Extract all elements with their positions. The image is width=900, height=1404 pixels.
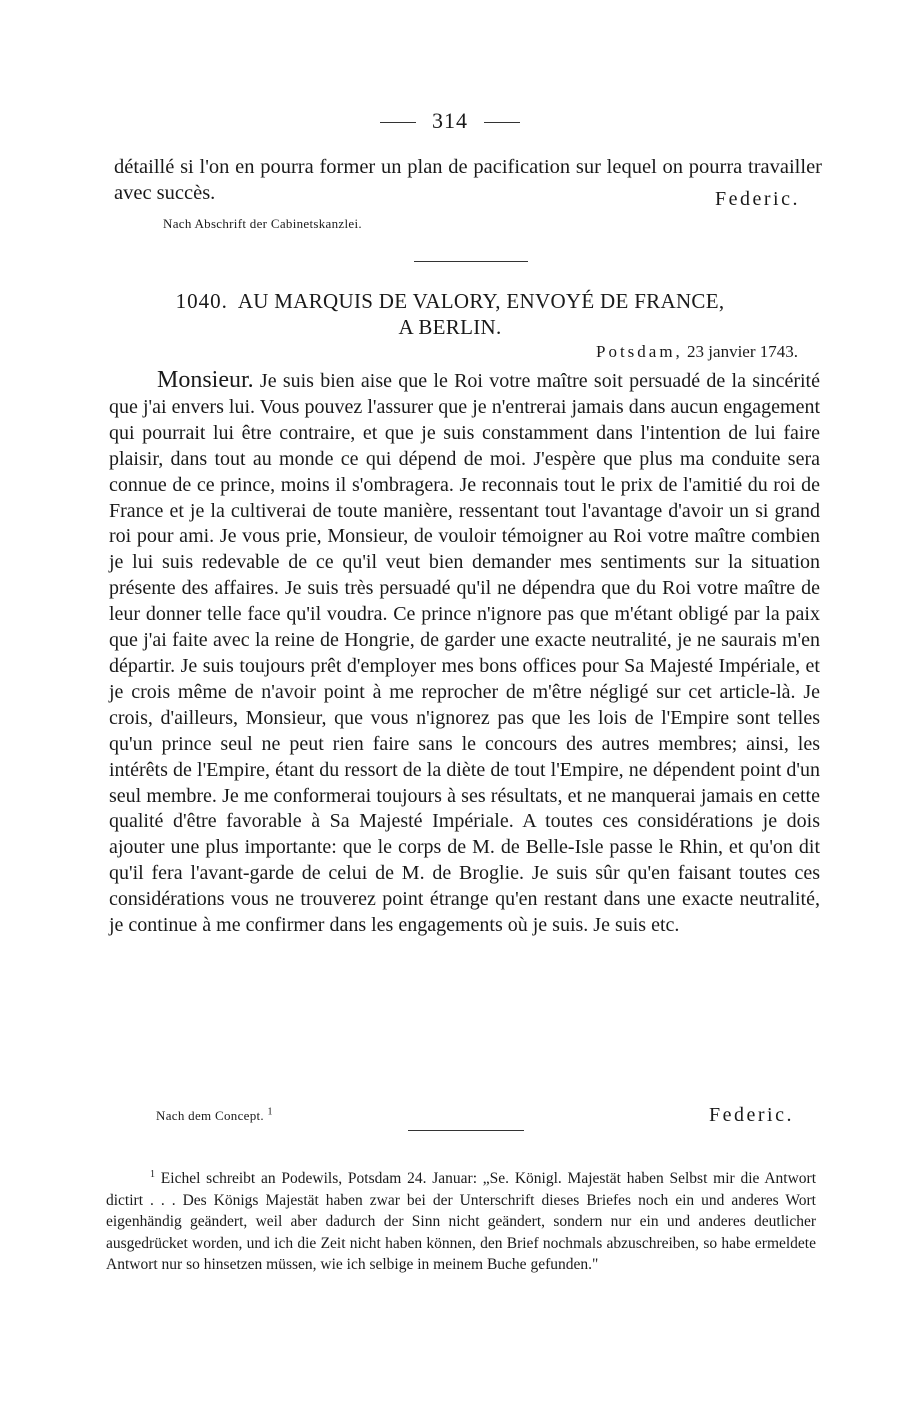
footnote-divider [408, 1130, 524, 1131]
page-number-right-dash [484, 122, 520, 123]
footnote-text: Eichel schreibt an Podewils, Potsdam 24. Januar: „Se. Königl. Majestät haben Selbst mir die Antwort dictirt . . . Des Königs Majestät haben zwar bei der Unterschrift dieses Briefes noch ein und anderes Wort eigenhändig geändert, weil aber dadurch der Sinn nicht geändert, sondern nur ein und anderes deutlicher ausgedrücket worden, und ich die Zeit nicht haben können, den Brief nochmals abzuschreiben, so habe ermeldete Antwort nur so hinsetzen müssen, wie ich selbige in meinem Buche gefunden." [106, 1170, 817, 1273]
footnote-reference: 1 [267, 1106, 273, 1118]
footnote [106, 1168, 816, 1276]
letter-source-note-text: Nach dem Concept. [156, 1108, 264, 1123]
letter-number: 1040. [175, 289, 228, 313]
footnote-paragraph [106, 1168, 816, 1276]
letter-salutation: Monsieur. [157, 367, 254, 393]
letter-body-text: Je suis bien aise que le Roi votre maître soit persuadé de la sincérité que j'ai envers lui. Vous pouvez l'assurer que je n'entrerai jamais dans aucun engagement qui pourrait lui être contraire, et que je suis constamment dans l'intention de lui faire plaisir, dans tout au monde ce qui dépend de moi. J'espère que plus ma conduite sera connue de ce prince, moins il s'ombragera. Je reconnais tout le prix de l'amitié du roi de France et je la cultiverai de toute manière, ressentant tout l'avantage d'avoir un si grand roi pour ami. Je vous prie, Monsieur, de vouloir témoigner au Roi votre maître combien je lui suis redevable de ce qu'il veut bien demander mes sentiments sur la situation présente des affaires. Je suis très persuadé qu'il ne dépendra que du Roi votre maître de leur donner telle face qu'il voudra. Ce prince n'ignore pas que m'étant obligé par la paix que j'ai faite avec la reine de Hongrie, de garder une exacte neutralité, je ne saurais m'en départir. Je suis toujours prêt d'employer mes bons offices pour Sa Majesté Impériale, et je crois même de n'avoir point à me reprocher de m'être négligé sur cet article-là. Je crois, d'ailleurs, Monsieur, que vous n'ignorez pas que les lois de l'Empire sont telles qu'un prince seul ne peut rien faire sans le concours des autres membres; ainsi, les intérêts de l'Empire, étant du ressort de la diète de tout l'Empire, ne dépendent point d'un seul membre. Je me conformerai toujours à ses résultats, et ne manquerai jamais en cette qualité d'être favorable à Sa Majesté Impériale. A toutes ces considérations je dois ajouter une plus importante: que le corps de M. de Belle-Isle passe le Rhin, et qu'on dit qu'il fera l'avant-garde de celui de M. de Broglie. Je suis sûr qu'en faisant toutes ces considérations vous ne trouverez point étrange qu'en restant dans une exacte neutralité, je continue à me confirmer dans les engagements où je suis. Je suis etc. [109, 370, 820, 937]
previous-letter-signature: Federic. [715, 188, 800, 210]
footnote-marker: 1 [150, 1168, 155, 1180]
page-number-left-dash [380, 122, 416, 123]
page-number-text: 314 [432, 108, 468, 133]
letter-body [109, 368, 820, 939]
letter-date: 23 janvier 1743. [687, 342, 798, 361]
letter-paragraph [109, 368, 820, 939]
section-divider [414, 261, 528, 262]
previous-letter-source-note: Nach Abschrift der Cabinetskanzlei. [163, 216, 362, 231]
letter-heading [0, 288, 900, 340]
letter-place-date [480, 342, 798, 362]
page-number [0, 108, 900, 134]
letter-source-note [156, 1108, 273, 1124]
letter-heading-line-2: A BERLIN. [398, 315, 502, 339]
letter-recipient: AU MARQUIS DE VALORY, ENVOYÉ DE FRANCE, [237, 289, 725, 313]
letter-signature: Federic. [709, 1104, 794, 1126]
letter-place: Potsdam, [595, 342, 683, 361]
letter-heading-line-1 [0, 288, 900, 314]
previous-letter-text: détaillé si l'on en pourra former un plan de pacification sur lequel on pourra travailler avec succès. [114, 156, 822, 204]
